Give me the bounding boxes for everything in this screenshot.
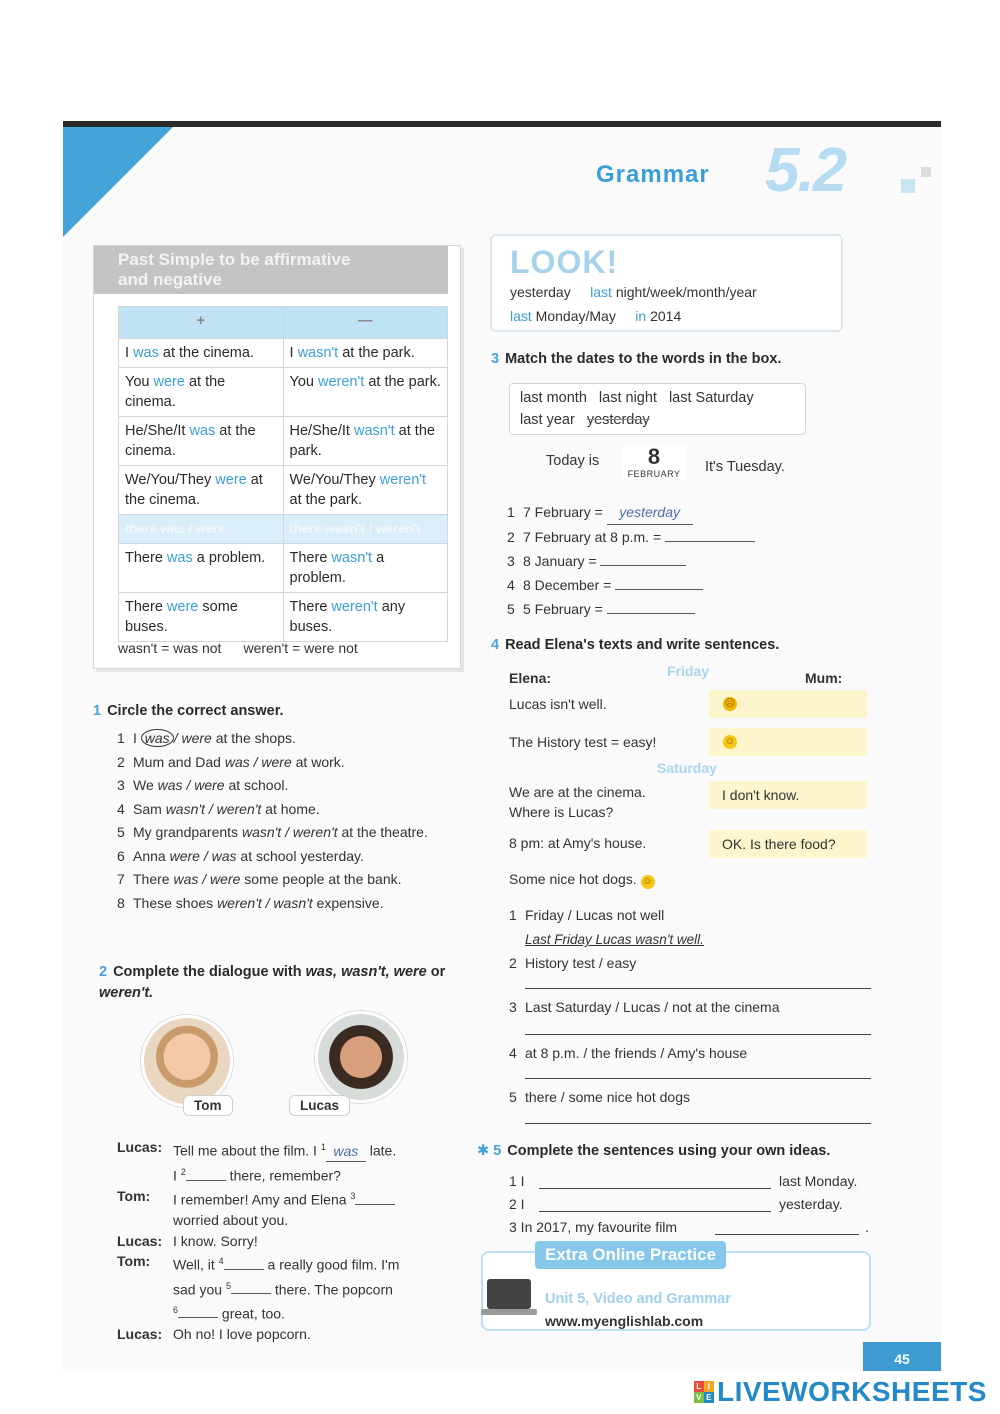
- answer-blank[interactable]: [231, 1293, 271, 1294]
- extra-practice-unit: Unit 5, Video and Grammar: [545, 1291, 731, 1307]
- elena-message: The History test = easy!: [509, 734, 657, 750]
- mum-reply-text: OK. Is there food?: [722, 836, 836, 852]
- logo-mark-icon: L I V E: [694, 1381, 714, 1403]
- answer-blank[interactable]: [178, 1317, 218, 1318]
- list-item[interactable]: 1 I was / were at the shops.: [117, 730, 296, 746]
- list-item: 2 7 February at 8 p.m. =: [507, 525, 837, 549]
- minus-header: —: [283, 307, 448, 339]
- answer-blank[interactable]: [224, 1269, 264, 1270]
- mum-reply: [709, 690, 867, 718]
- weekday-label: It's Tuesday.: [705, 459, 785, 475]
- look-title: LOOK!: [510, 244, 619, 280]
- dialogue-line: Tom: I remember! Amy and Elena $^3$: [117, 1186, 447, 1210]
- mum-reply-text: I don't know.: [722, 787, 800, 803]
- list-item[interactable]: 5 My grandparents wasn't / weren't at the theatre.: [117, 824, 428, 840]
- exercise-5-end: yesterday.: [779, 1196, 843, 1212]
- list-item[interactable]: 4 Sam wasn't / weren't at home.: [117, 800, 320, 817]
- exercise-4-item: 1 Friday / Lucas not well: [509, 907, 665, 923]
- grammar-box: [93, 245, 461, 669]
- dialogue-line: I $^2$ there, remember?: [173, 1167, 341, 1184]
- exercise-4-item: 2 History test / easy: [509, 955, 637, 971]
- table-row: He/She/It was at the cinema. He/She/It wasn't at the park.: [119, 417, 448, 466]
- word-box: last month last night last Saturday last year yesterday: [509, 383, 806, 435]
- friday-label: Friday: [667, 663, 710, 679]
- table-row: You were at the cinema. You weren't at the park.: [119, 368, 448, 417]
- exercise-1-list: [117, 727, 457, 915]
- tom-photo: [141, 1015, 233, 1107]
- answer-line[interactable]: [525, 1078, 871, 1079]
- answer-line[interactable]: [539, 1211, 771, 1212]
- answer-line[interactable]: [525, 1123, 871, 1124]
- today-label: Today is: [546, 453, 600, 469]
- look-line-2: last Monday/May in 2014: [510, 308, 682, 324]
- exercise-3-title: 3 Match the dates to the words in the box.: [491, 351, 782, 367]
- sub-header-right: there wasn't / weren't: [283, 515, 448, 544]
- answer-line[interactable]: [539, 1188, 771, 1189]
- plus-header: +: [119, 307, 284, 339]
- elena-label: Elena:: [509, 670, 552, 686]
- list-item: 3 8 January =: [507, 549, 837, 573]
- elena-message: Some nice hot dogs. ☺: [509, 871, 653, 887]
- badge-square: [901, 179, 915, 193]
- exercise-1-title: 1 Circle the correct answer.: [93, 703, 284, 719]
- list-item[interactable]: 2 Mum and Dad was / were at work.: [117, 753, 345, 770]
- exercise-4-item: 3 Last Saturday / Lucas / not at the cinema: [509, 999, 780, 1015]
- exercise-5-item: 3 In 2017, my favourite film: [509, 1219, 678, 1235]
- dialogue-line: Lucas: Tell me about the film. I $^1$ was late.: [117, 1137, 447, 1162]
- exercise-3-list: [507, 500, 837, 621]
- elena-message: We are at the cinema. Where is Lucas?: [509, 784, 646, 820]
- challenge-star-icon: ✱: [477, 1143, 490, 1159]
- answer-line[interactable]: [525, 1034, 871, 1035]
- exercise-5-end: last Monday.: [779, 1173, 858, 1189]
- list-item[interactable]: 7 There was / were some people at the bank.: [117, 871, 402, 887]
- smile-emoji-icon: ☺: [642, 876, 653, 887]
- exercise-4-item: 4 at 8 p.m. / the friends / Amy's house: [509, 1045, 748, 1061]
- liveworksheets-logo: L I V E LIVEWORKSHEETS: [694, 1376, 987, 1408]
- exercise-5-item: 1 I: [509, 1173, 525, 1189]
- extra-practice-box[interactable]: [481, 1245, 871, 1331]
- answer-blank[interactable]: [607, 613, 695, 614]
- dialogue-line: sad you $^5$ there. The popcorn: [173, 1280, 393, 1298]
- exercise-5-title: ✱ 5 Complete the sentences using your own ideas.: [477, 1143, 831, 1159]
- answer-blank[interactable]: was: [326, 1141, 366, 1163]
- exercise-5-item: 2 I: [509, 1196, 525, 1212]
- table-row: We/You/They were at the cinema. We/You/They weren't at the park.: [119, 466, 448, 515]
- exercise-2-title: 2 Complete the dialogue with was, wasn't, were or weren't.: [99, 964, 446, 1001]
- list-item: 5 5 February =: [507, 597, 837, 621]
- answer-line[interactable]: [525, 988, 871, 989]
- unit-badge: 5.2: [765, 136, 846, 205]
- look-line-1: yesterday last night/week/month/year: [510, 284, 757, 300]
- look-box: [490, 234, 843, 332]
- laptop-base: [481, 1309, 537, 1315]
- dialogue-line: Lucas: I know. Sorry!: [117, 1232, 258, 1249]
- contraction-note: wasn't = was not weren't = were not: [118, 640, 358, 656]
- dialogue-line: $^6$ great, too.: [173, 1304, 285, 1322]
- grammar-box-title: Past Simple to be affirmative and negative: [94, 246, 448, 294]
- lucas-label: Lucas: [289, 1095, 350, 1116]
- dialogue-line: Lucas: Oh no! I love popcorn.: [117, 1325, 311, 1342]
- dialogue-line: Tom: Well, it $^4$ a really good film. I'm: [117, 1253, 400, 1274]
- answer-blank[interactable]: [665, 541, 755, 542]
- answer-blank[interactable]: [186, 1180, 226, 1181]
- answer-blank[interactable]: [600, 565, 686, 566]
- table-row: There were some buses. There weren't any buses.: [119, 593, 448, 642]
- list-item: 4 8 December =: [507, 573, 837, 597]
- sample-answer: Last Friday Lucas wasn't well.: [525, 932, 704, 947]
- list-item: 1 7 February = yesterday: [507, 500, 837, 525]
- section-title: Grammar: [596, 161, 710, 188]
- extra-practice-link[interactable]: www.myenglishlab.com: [545, 1313, 704, 1329]
- table-row: There was a problem. There wasn't a problem.: [119, 544, 448, 593]
- answer-blank[interactable]: yesterday: [607, 500, 693, 525]
- sub-header-left: there was / were: [119, 515, 284, 544]
- list-item[interactable]: 6 Anna were / was at school yesterday.: [117, 847, 364, 864]
- dialogue: [117, 1137, 447, 1344]
- lucas-photo: [315, 1011, 407, 1103]
- answer-blank[interactable]: [355, 1204, 395, 1205]
- page-number: 45: [863, 1342, 941, 1371]
- mum-label: Mum:: [805, 670, 843, 686]
- extra-practice-tag: Extra Online Practice: [535, 1241, 726, 1269]
- mum-reply: [709, 728, 867, 756]
- list-item[interactable]: 8 These shoes weren't / wasn't expensive.: [117, 894, 384, 911]
- corner-decoration: [63, 127, 173, 237]
- sad-emoji-icon: ☹: [724, 698, 736, 709]
- answer-blank[interactable]: [615, 589, 703, 590]
- elena-message: 8 pm: at Amy's house.: [509, 835, 647, 851]
- saturday-label: Saturday: [657, 760, 717, 776]
- calendar-date: 8 FEBRUARY: [623, 445, 685, 479]
- exercise-5-end: .: [865, 1219, 869, 1235]
- elena-message: Lucas isn't well.: [509, 696, 607, 712]
- laptop-icon: [487, 1279, 531, 1309]
- exercise-4-title: 4 Read Elena's texts and write sentences.: [491, 637, 780, 653]
- tom-label: Tom: [183, 1095, 233, 1116]
- smile-emoji-icon: ☺: [724, 736, 736, 747]
- exercise-4-item: 5 there / some nice hot dogs: [509, 1089, 690, 1105]
- grammar-table: [118, 306, 448, 642]
- workbook-page: [63, 121, 941, 1371]
- dialogue-line: worried about you.: [173, 1212, 289, 1229]
- answer-line[interactable]: [715, 1234, 859, 1235]
- badge-square: [921, 167, 931, 177]
- list-item[interactable]: 3 We was / were at school.: [117, 777, 289, 793]
- table-row: I was at the cinema. I wasn't at the park.: [119, 339, 448, 368]
